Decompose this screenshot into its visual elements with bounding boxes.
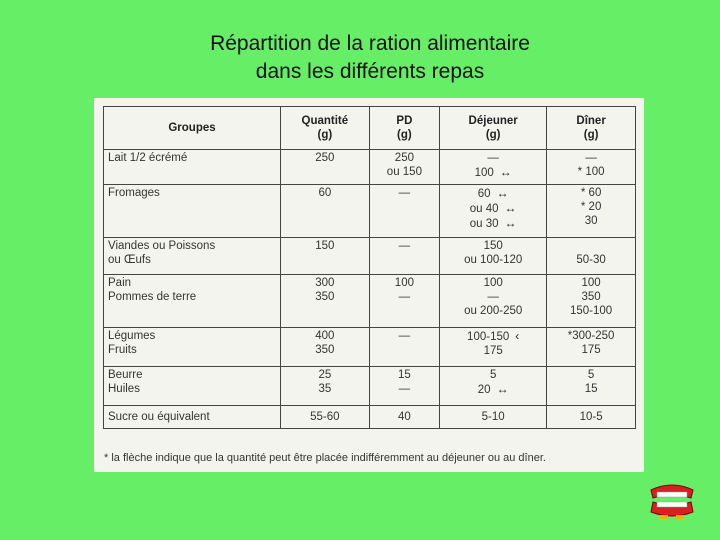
slide-title-line-1: Répartition de la ration alimentaire: [210, 32, 530, 55]
slide-title: [0, 30, 720, 86]
double-arrow-icon: ↔: [496, 382, 509, 396]
cell-quantite: 60: [281, 185, 370, 238]
cell-groupes: Lait 1/2 écrémé: [104, 150, 281, 185]
cell-quantite: 55-60: [281, 406, 370, 429]
table-row: [104, 328, 636, 367]
cell-dejeuner: 5-10: [440, 406, 547, 429]
scanned-table-image: [94, 98, 644, 472]
cell-diner: *300-250 175: [547, 328, 636, 367]
cell-groupes: Pain Pommes de terre: [104, 275, 281, 328]
chattering-teeth-icon: [648, 480, 696, 520]
cell-diner: 10-5: [547, 406, 636, 429]
table-header-row: [104, 107, 636, 150]
header-diner: Dîner (g): [547, 107, 636, 150]
cell-diner: 50-30: [547, 238, 636, 275]
arrow-left-icon: ‹: [515, 329, 520, 343]
cell-quantite: 150: [281, 238, 370, 275]
cell-diner: 100 350 150-100: [547, 275, 636, 328]
cell-quantite: 400 350: [281, 328, 370, 367]
cell-diner: 5 15: [547, 367, 636, 406]
cell-diner: * 60 * 20 30: [547, 185, 636, 238]
cell-dejeuner: 5 20 ↔: [440, 367, 547, 406]
header-dejeuner: Déjeuner (g): [440, 107, 547, 150]
ration-table: [103, 106, 636, 429]
double-arrow-icon: ↔: [496, 186, 509, 200]
table-footnote: * la flèche indique que la quantité peut être placée indifféremment au déjeuner ou au dîner.: [104, 452, 546, 464]
cell-groupes: Légumes Fruits: [104, 328, 281, 367]
cell-pd: 250 ou 150: [369, 150, 439, 185]
cell-dejeuner: 150 ou 100-120: [440, 238, 547, 275]
slide-title-line-2: dans les différents repas: [255, 60, 485, 83]
header-groupes: Groupes: [104, 107, 281, 150]
cell-groupes: Viandes ou Poissons ou Œufs: [104, 238, 281, 275]
cell-quantite: 250: [281, 150, 370, 185]
table-row: [104, 238, 636, 275]
table-row: [104, 367, 636, 406]
cell-pd: —: [369, 238, 439, 275]
cell-dejeuner: 100-150 ‹ 175: [440, 328, 547, 367]
cell-pd: 15 —: [369, 367, 439, 406]
cell-groupes: Fromages: [104, 185, 281, 238]
cell-groupes: Beurre Huiles: [104, 367, 281, 406]
header-pd: PD (g): [369, 107, 439, 150]
cell-dejeuner: 100 — ou 200-250: [440, 275, 547, 328]
cell-diner: — * 100: [547, 150, 636, 185]
double-arrow-icon: ↔: [499, 165, 512, 179]
double-arrow-icon: ↔: [504, 216, 517, 230]
cell-groupes: Sucre ou équivalent: [104, 406, 281, 429]
cell-pd: 100 —: [369, 275, 439, 328]
cell-dejeuner: 60 ↔ ou 40 ↔ ou 30 ↔: [440, 185, 547, 238]
table-row: [104, 406, 636, 429]
cell-pd: —: [369, 328, 439, 367]
table-row: [104, 185, 636, 238]
table-row: [104, 275, 636, 328]
cell-pd: —: [369, 185, 439, 238]
double-arrow-icon: ↔: [504, 201, 517, 215]
cell-pd: 40: [369, 406, 439, 429]
cell-quantite: 300 350: [281, 275, 370, 328]
table-row: [104, 150, 636, 185]
header-quantite: Quantité (g): [281, 107, 370, 150]
cell-dejeuner: — 100 ↔: [440, 150, 547, 185]
cell-quantite: 25 35: [281, 367, 370, 406]
